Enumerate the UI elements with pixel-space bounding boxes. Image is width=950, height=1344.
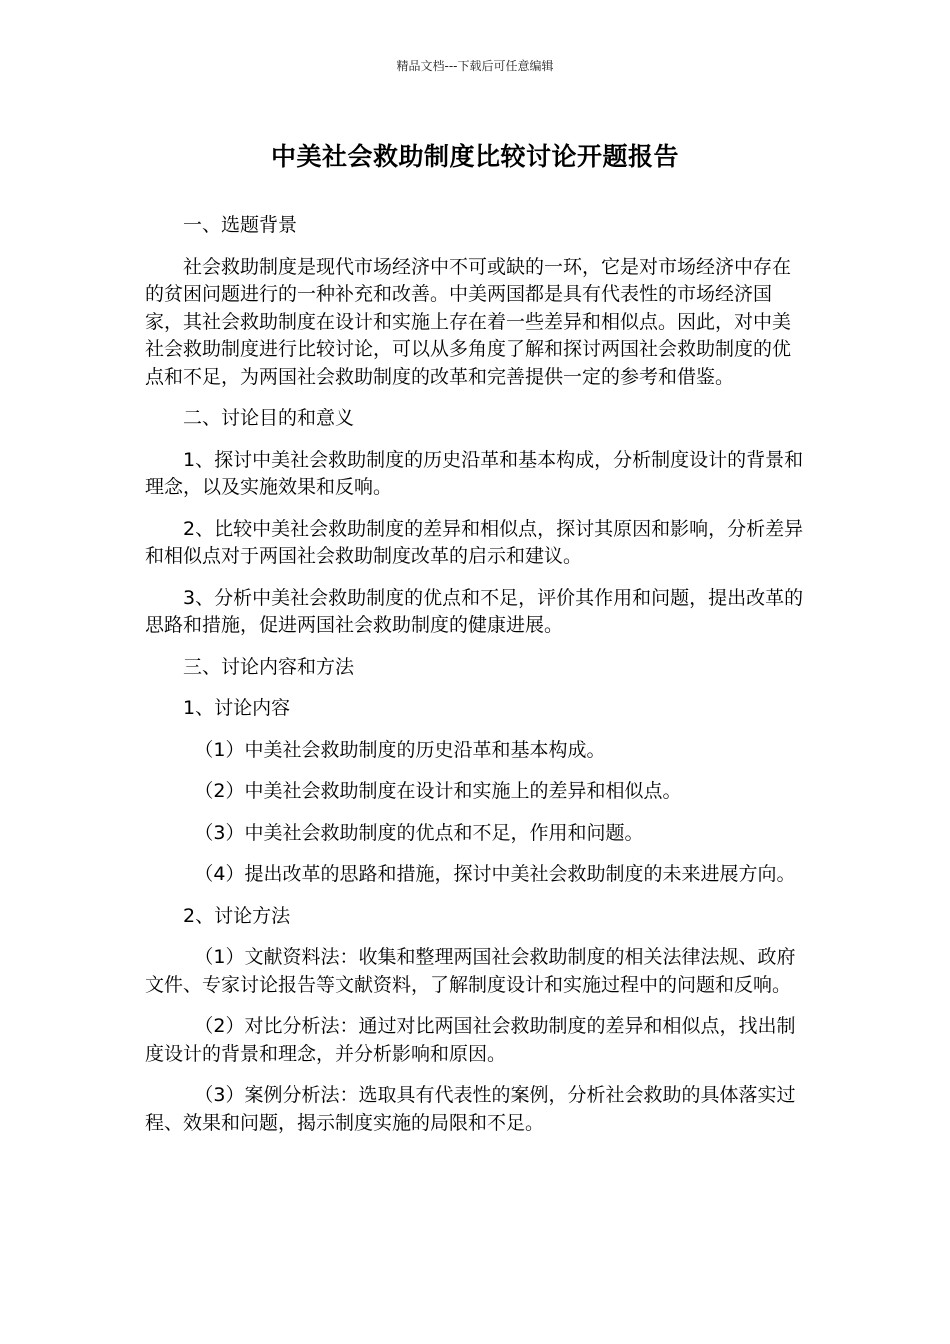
content-item: （2）中美社会救助制度在设计和实施上的差异和相似点。 xyxy=(194,780,682,802)
background-paragraph: 社会救助制度是现代市场经济中不可或缺的一环，它是对市场经济中存在的贫困问题进行的一种补充和改善。中美两国都是具有代表性的市场经济国家，其社会救助制度在设计和实施上存在着一些差异和相似点。因此，对中美社会救助制度进行比较讨论，可以从多角度了解和探讨两国社会救助制度的优点和不足，为两国社会救助制度的改革和完善提供一定的参考和借鉴。 xyxy=(145,255,792,388)
content-item: （1）中美社会救助制度的历史沿革和基本构成。 xyxy=(194,738,606,761)
purpose-item: 2、比较中美社会救助制度的差异和相似点，探讨其原因和影响，分析差异和相似点对于两国社会救助制度改革的启示和建议。 xyxy=(145,517,804,567)
content-item: （3）中美社会救助制度的优点和不足，作用和问题。 xyxy=(194,821,644,844)
purpose-item: 3、分析中美社会救助制度的优点和不足，评价其作用和问题，提出改革的思路和措施，促进两国社会救助制度的健康进展。 xyxy=(145,586,804,636)
method-item: （2）对比分析法：通过对比两国社会救助制度的差异和相似点，找出制度设计的背景和理念，并分析影响和原因。 xyxy=(145,1015,796,1065)
section-heading-purpose: 二、讨论目的和意义 xyxy=(183,407,355,429)
method-item: （1）文献资料法：收集和整理两国社会救助制度的相关法律法规、政府文件、专家讨论报告等文献资料，了解制度设计和实施过程中的问题和反响。 xyxy=(145,946,796,996)
header-note: 精品文档---下载后可任意编辑 xyxy=(396,59,554,73)
purpose-item: 1、探讨中美社会救助制度的历史沿革和基本构成，分析制度设计的背景和理念，以及实施效果和反响。 xyxy=(145,448,804,498)
method-item: （3）案例分析法：选取具有代表性的案例，分析社会救助的具体落实过程、效果和问题，揭示制度实施的局限和不足。 xyxy=(145,1084,796,1134)
subheading-method: 2、讨论方法 xyxy=(183,904,291,927)
section-heading-content-method: 三、讨论内容和方法 xyxy=(183,655,355,678)
document-body xyxy=(145,212,805,1151)
content-item: （4）提出改革的思路和措施，探讨中美社会救助制度的未来进展方向。 xyxy=(194,863,796,885)
document-title: 中美社会救助制度比较讨论开题报告 xyxy=(270,142,679,171)
section-heading-background: 一、选题背景 xyxy=(183,214,298,236)
subheading-content: 1、讨论内容 xyxy=(183,697,291,719)
